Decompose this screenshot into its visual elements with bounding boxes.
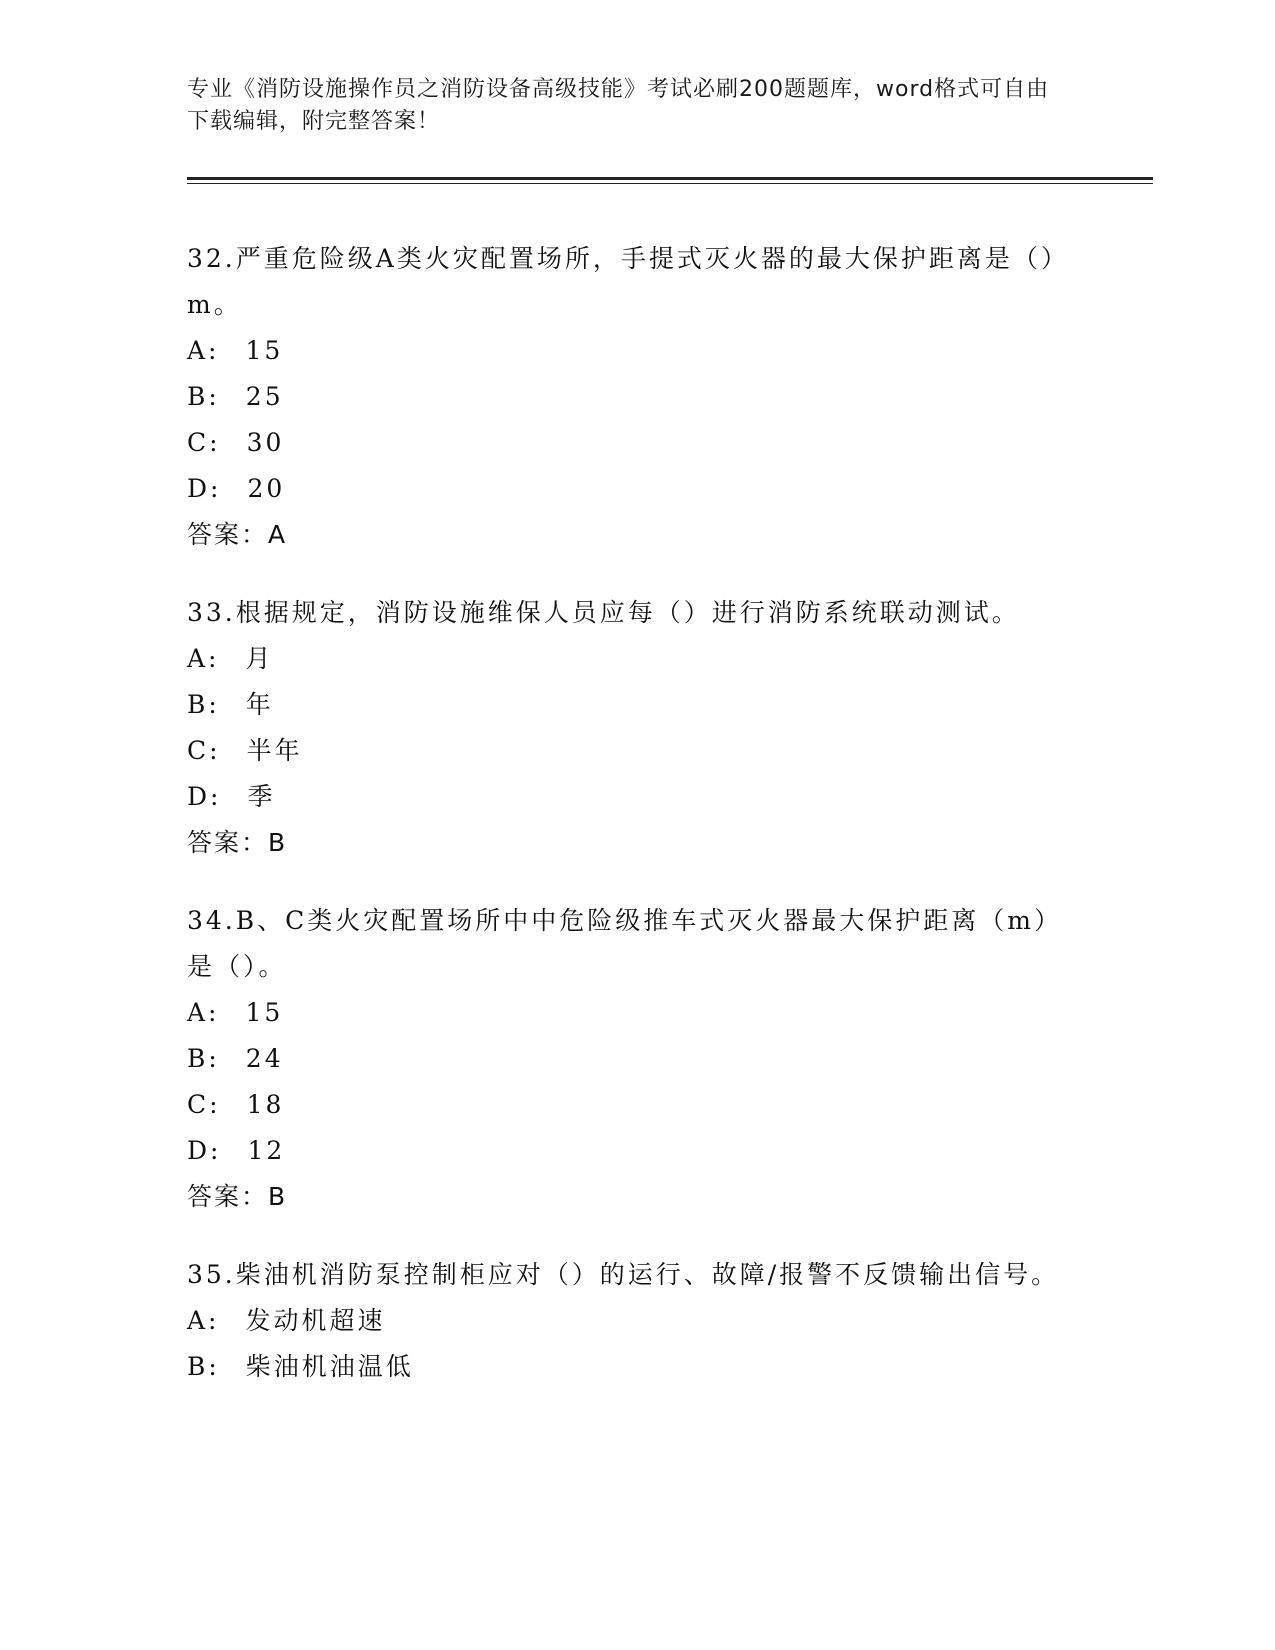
answer-text: 答案：B — [187, 828, 288, 857]
option-value: 20 — [247, 474, 286, 503]
option-letter: B: — [187, 690, 220, 719]
option-b — [187, 1344, 1087, 1390]
question-text: 35.柴油机消防泵控制柜应对（）的运行、故障/报警不反馈输出信号。 — [187, 1260, 1060, 1289]
option-a — [187, 1298, 1087, 1344]
option-d — [187, 774, 1087, 820]
option-value: 25 — [245, 382, 284, 411]
option-value: 季 — [247, 782, 276, 811]
option-letter: D: — [187, 1136, 222, 1165]
option-letter: A: — [187, 644, 220, 673]
option-value: 年 — [245, 690, 274, 719]
option-letter: A: — [187, 998, 220, 1027]
option-value: 30 — [246, 428, 285, 457]
question-33 — [187, 590, 1087, 866]
option-value: 12 — [247, 1136, 286, 1165]
question-text: 32.严重危险级A类火灾配置场所，手提式灭火器的最大保护距离是（）m。 — [187, 244, 1057, 319]
option-letter: C: — [187, 1090, 221, 1119]
answer-text: 答案：B — [187, 1182, 288, 1211]
document-header — [187, 74, 1067, 138]
option-a — [187, 990, 1087, 1036]
option-letter: D: — [187, 782, 222, 811]
option-value: 发动机超速 — [245, 1306, 386, 1335]
option-d — [187, 1128, 1087, 1174]
question-list — [187, 236, 1087, 1422]
question-text: 33.根据规定，消防设施维保人员应每（）进行消防系统联动测试。 — [187, 598, 1020, 627]
question-35 — [187, 1252, 1087, 1390]
document-title: 专业《消防设施操作员之消防设备高级技能》考试必刷200题题库，word格式可自由下载编辑，附完整答案！ — [187, 77, 1050, 134]
option-letter: B: — [187, 1352, 220, 1381]
option-a — [187, 328, 1087, 374]
option-b — [187, 1036, 1087, 1082]
question-32 — [187, 236, 1087, 558]
option-letter: C: — [187, 736, 221, 765]
header-divider-thin — [187, 183, 1153, 184]
option-letter: C: — [187, 428, 221, 457]
option-value: 半年 — [246, 736, 303, 765]
option-c — [187, 1082, 1087, 1128]
option-d — [187, 466, 1087, 512]
header-divider-thick — [187, 177, 1153, 180]
option-a — [187, 636, 1087, 682]
question-34 — [187, 898, 1087, 1220]
option-letter: B: — [187, 1044, 220, 1073]
option-value: 24 — [245, 1044, 284, 1073]
option-letter: B: — [187, 382, 220, 411]
option-c — [187, 420, 1087, 466]
option-c — [187, 728, 1087, 774]
option-value: 15 — [245, 336, 284, 365]
option-letter: A: — [187, 336, 220, 365]
option-b — [187, 682, 1087, 728]
answer-text: 答案：A — [187, 520, 288, 549]
option-value: 柴油机油温低 — [245, 1352, 414, 1381]
option-value: 月 — [245, 644, 274, 673]
question-text: 34.B、C类火灾配置场所中中危险级推车式灭火器最大保护距离（m）是（）。 — [187, 906, 1062, 981]
option-value: 18 — [246, 1090, 285, 1119]
option-b — [187, 374, 1087, 420]
option-letter: D: — [187, 474, 222, 503]
option-value: 15 — [245, 998, 284, 1027]
option-letter: A: — [187, 1306, 220, 1335]
